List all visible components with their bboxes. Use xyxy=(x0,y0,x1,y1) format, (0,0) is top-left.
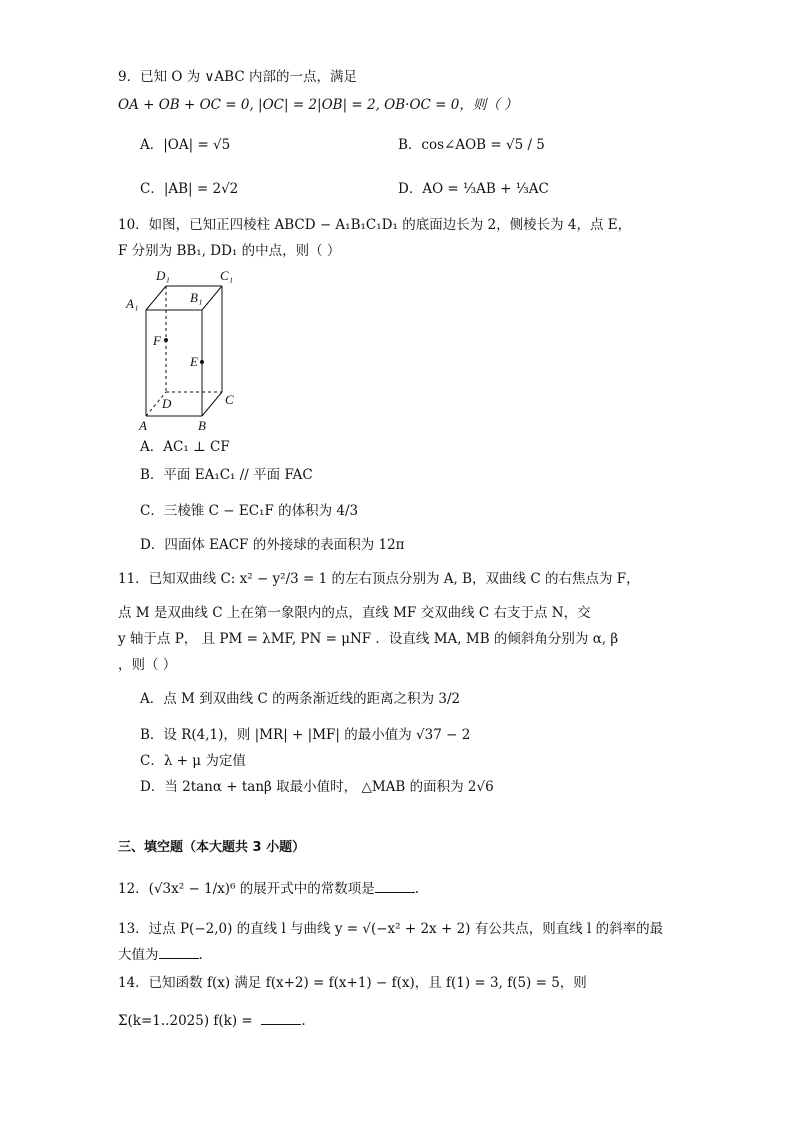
q10-option-b: B．平面 EA₁C₁ // 平面 FAC xyxy=(140,467,313,483)
point-e xyxy=(200,360,204,364)
label-a1: A₁ xyxy=(126,296,139,311)
q10-option-a: A．AC₁ ⊥ CF xyxy=(140,439,230,455)
q13-line1: 13．过点 P(−2,0) 的直线 l 与曲线 y = √(−x² + 2x + 2) 有公共点，则直线 l 的斜率的最 xyxy=(118,921,664,937)
prism-figure xyxy=(122,262,252,432)
q10-option-c: C．三棱锥 C − EC₁F 的体积为 4/3 xyxy=(140,503,359,519)
section-heading: 三、填空题（本大题共 3 小题） xyxy=(118,840,306,855)
label-e: E xyxy=(190,354,198,369)
q11-stem-line4: ，则（ ） xyxy=(118,657,177,673)
q9-stem: 9．已知 O 为 ∨ABC 内部的一点，满足 xyxy=(118,69,357,85)
q14-line2 xyxy=(118,1012,306,1030)
q11-option-a: A．点 M 到双曲线 C 的两条渐近线的距离之积为 3/2 xyxy=(140,691,461,707)
q10-option-d: D．四面体 EACF 的外接球的表面积为 12π xyxy=(140,537,405,553)
label-c1: C₁ xyxy=(220,268,234,283)
q9-option-d: D．AO = ⅓AB + ⅓AC xyxy=(398,181,549,197)
q13-blank xyxy=(159,946,199,959)
q14-blank xyxy=(261,1012,301,1025)
point-f xyxy=(164,338,168,342)
label-c: C xyxy=(225,392,234,407)
edge-bc xyxy=(202,392,222,416)
q13-period: . xyxy=(198,947,203,963)
label-b1: B₁ xyxy=(190,290,203,305)
q11-option-b: B．设 R(4,1)，则 |MR| + |MF| 的最小值为 √37 − 2 xyxy=(140,727,471,743)
q9-option-a: A．|OA| = √5 xyxy=(140,137,231,153)
q9-option-b: B．cos∠AOB = √5 / 5 xyxy=(398,137,545,153)
q12-line xyxy=(118,880,419,898)
q10-stem-line2: F 分别为 BB₁, DD₁ 的中点，则（ ） xyxy=(118,243,341,259)
q14-period: . xyxy=(301,1013,306,1029)
q11-option-d: D．当 2tanα + tanβ 取最小值时， △MAB 的面积为 2√6 xyxy=(140,779,494,795)
q14-line1: 14．已知函数 f(x) 满足 f(x+2) = f(x+1) − f(x)，且 f(1) = 3, f(5) = 5，则 xyxy=(118,975,587,991)
q12-text: 12．(√3x² − 1/x)⁶ 的展开式中的常数项是 xyxy=(118,881,375,897)
edge-b1c1 xyxy=(202,286,222,310)
q11-option-c: C．λ + μ 为定值 xyxy=(140,753,246,769)
q12-blank xyxy=(375,880,415,893)
label-f: F xyxy=(153,333,161,348)
q9-option-c: C．|AB| = 2√2 xyxy=(140,181,239,197)
label-a: A xyxy=(139,418,147,432)
q13-line2 xyxy=(118,946,203,964)
q11-stem-line1: 11．已知双曲线 C: x² − y²/3 = 1 的左右顶点分别为 A, B，双曲线 C 的右焦点为 F， xyxy=(118,571,640,587)
q12-period: . xyxy=(414,881,420,897)
q11-stem-line2: 点 M 是双曲线 C 上在第一象限内的点，直线 MF 交双曲线 C 右支于点 N，交 xyxy=(118,605,591,621)
label-d1: D₁ xyxy=(156,268,170,283)
q9-condition: OA + OB + OC = 0, |OC| = 2|OB| = 2, OB·OC = 0，则（ ） xyxy=(118,97,518,113)
q13-text2: 大值为 xyxy=(118,947,159,963)
edge-a1d1 xyxy=(146,286,166,310)
q10-stem-line1: 10．如图，已知正四棱柱 ABCD − A₁B₁C₁D₁ 的底面边长为 2，侧棱长为 4，点 E， xyxy=(118,217,632,233)
q14-sum: Σ(k=1..2025) f(k) = xyxy=(118,1013,253,1029)
q11-stem-line3: y 轴于点 P， 且 PM = λMF, PN = μNF ．设直线 MA, MB 的倾斜角分别为 α, β xyxy=(118,631,619,647)
label-d: D xyxy=(162,396,172,411)
label-b: B xyxy=(198,418,206,432)
